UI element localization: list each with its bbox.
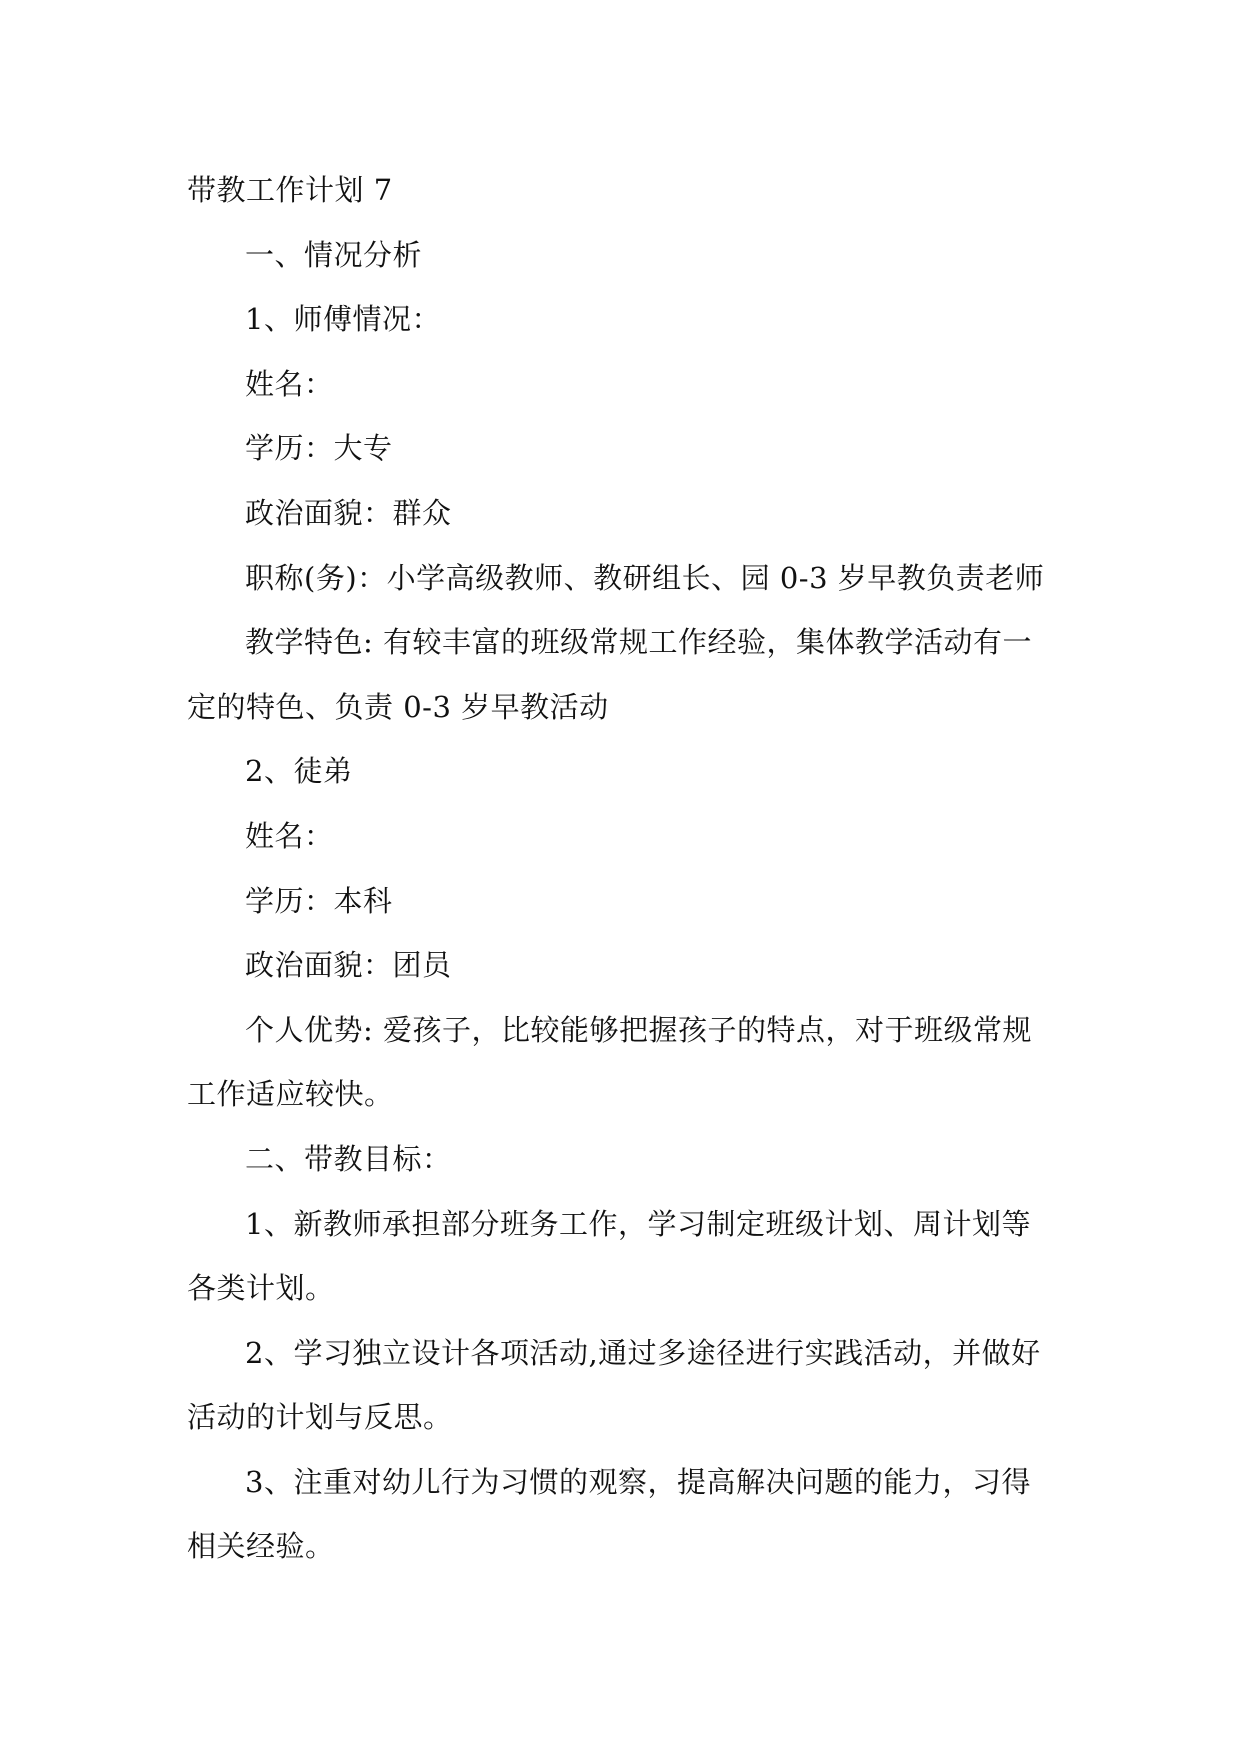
subheading-apprentice: 2、徒弟 xyxy=(245,754,353,789)
subheading-mentor-info: 1、师傅情况： xyxy=(245,302,441,337)
section-heading-situation-analysis: 一、情况分析 xyxy=(245,237,423,272)
goal-item: 2、学习独立设计各项活动,通过多途径进行实践活动，并做好活动的计划与反思。 xyxy=(187,1335,1041,1435)
mentor-title: 职称(务)：小学高级教师、教研组长、园 0-3 岁早教负责老师 xyxy=(245,560,1045,595)
goal-item: 3、注重对幼儿行为习惯的观察，提高解决问题的能力，习得相关经验。 xyxy=(187,1464,1031,1564)
document-title: 带教工作计划 7 xyxy=(187,173,393,207)
apprentice-strengths: 个人优势: 爱孩子，比较能够把握孩子的特点，对于班级常规工作适应较快。 xyxy=(187,1012,1032,1112)
mentor-teaching-features: 教学特色: 有较丰富的班级常规工作经验，集体教学活动有一定的特色、负责 0-3 岁早教活动 xyxy=(187,625,1032,724)
mentor-political-status: 政治面貌：群众 xyxy=(245,495,452,530)
apprentice-name: 姓名： xyxy=(245,818,334,853)
mentor-education: 学历：大专 xyxy=(245,431,393,466)
document-body xyxy=(187,158,1057,1579)
mentor-name: 姓名： xyxy=(245,366,334,401)
apprentice-education: 学历：本科 xyxy=(245,883,393,918)
goal-item: 1、新教师承担部分班务工作，学习制定班级计划、周计划等各类计划。 xyxy=(187,1206,1031,1306)
apprentice-political-status: 政治面貌：团员 xyxy=(245,948,452,983)
section-heading-goals: 二、带教目标： xyxy=(245,1141,452,1176)
